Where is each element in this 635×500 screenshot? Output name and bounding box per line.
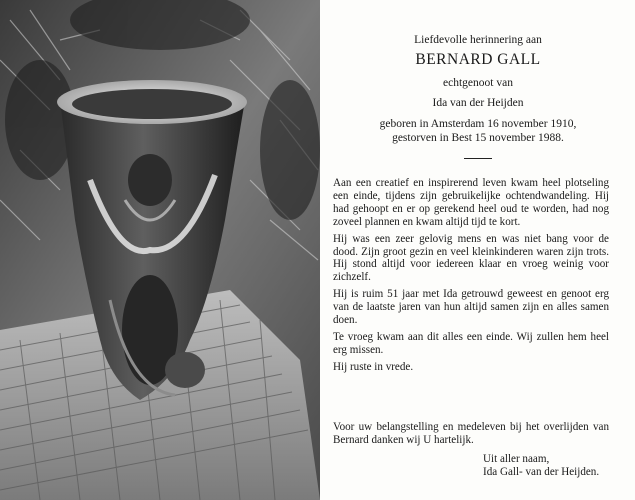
signature: Ida Gall- van der Heijden.	[483, 466, 600, 478]
spouse-name: Ida van der Heijden	[432, 97, 524, 109]
divider-rule	[464, 158, 492, 159]
memorial-text	[333, 0, 623, 500]
deceased-name: BERNARD GALL	[415, 51, 541, 68]
sign-off: Uit aller naam,	[483, 453, 550, 465]
eulogy-paragraph: Aan een creatief en inspirerend leven kwam heel plotseling een einde, tijdens zijn gebruikelijke ochtendwandeling. Hij had gehoopt en er op gerekend heel oud te worden, had nog zoveel plannen en kwam altijd tijd te kort.	[333, 177, 609, 228]
heading: Liefdevolle herinnering aan	[414, 34, 542, 46]
eulogy-paragraph: Te vroeg kwam aan dit alles een einde. Wij zullen hem heel erg missen.	[333, 330, 609, 356]
relation-label: echtgenoot van	[443, 77, 513, 89]
eulogy-paragraph: Hij is ruim 51 jaar met Ida getrouwd geweest en genoot erg van de laatste jaren van hun altijd samen zijn en alles samen doen.	[333, 288, 609, 327]
birth-line: geboren in Amsterdam 16 november 1910,	[379, 118, 577, 130]
death-line: gestorven in Best 15 november 1988.	[392, 132, 564, 144]
eulogy-paragraph: Hij ruste in vrede.	[333, 360, 414, 373]
eulogy-text	[333, 177, 609, 378]
thanks-text: Voor uw belangstelling en medeleven bij het overlijden van Bernard danken wij U hartelijk.	[333, 421, 609, 446]
eulogy-paragraph: Hij was een zeer gelovig mens en was niet bang voor de dood. Zijn groot gezin en veel kleinkinderen waren zijn trots. Hij stond altijd voor iedereen klaar en vroeg weinig voor zichzelf.	[333, 232, 609, 284]
